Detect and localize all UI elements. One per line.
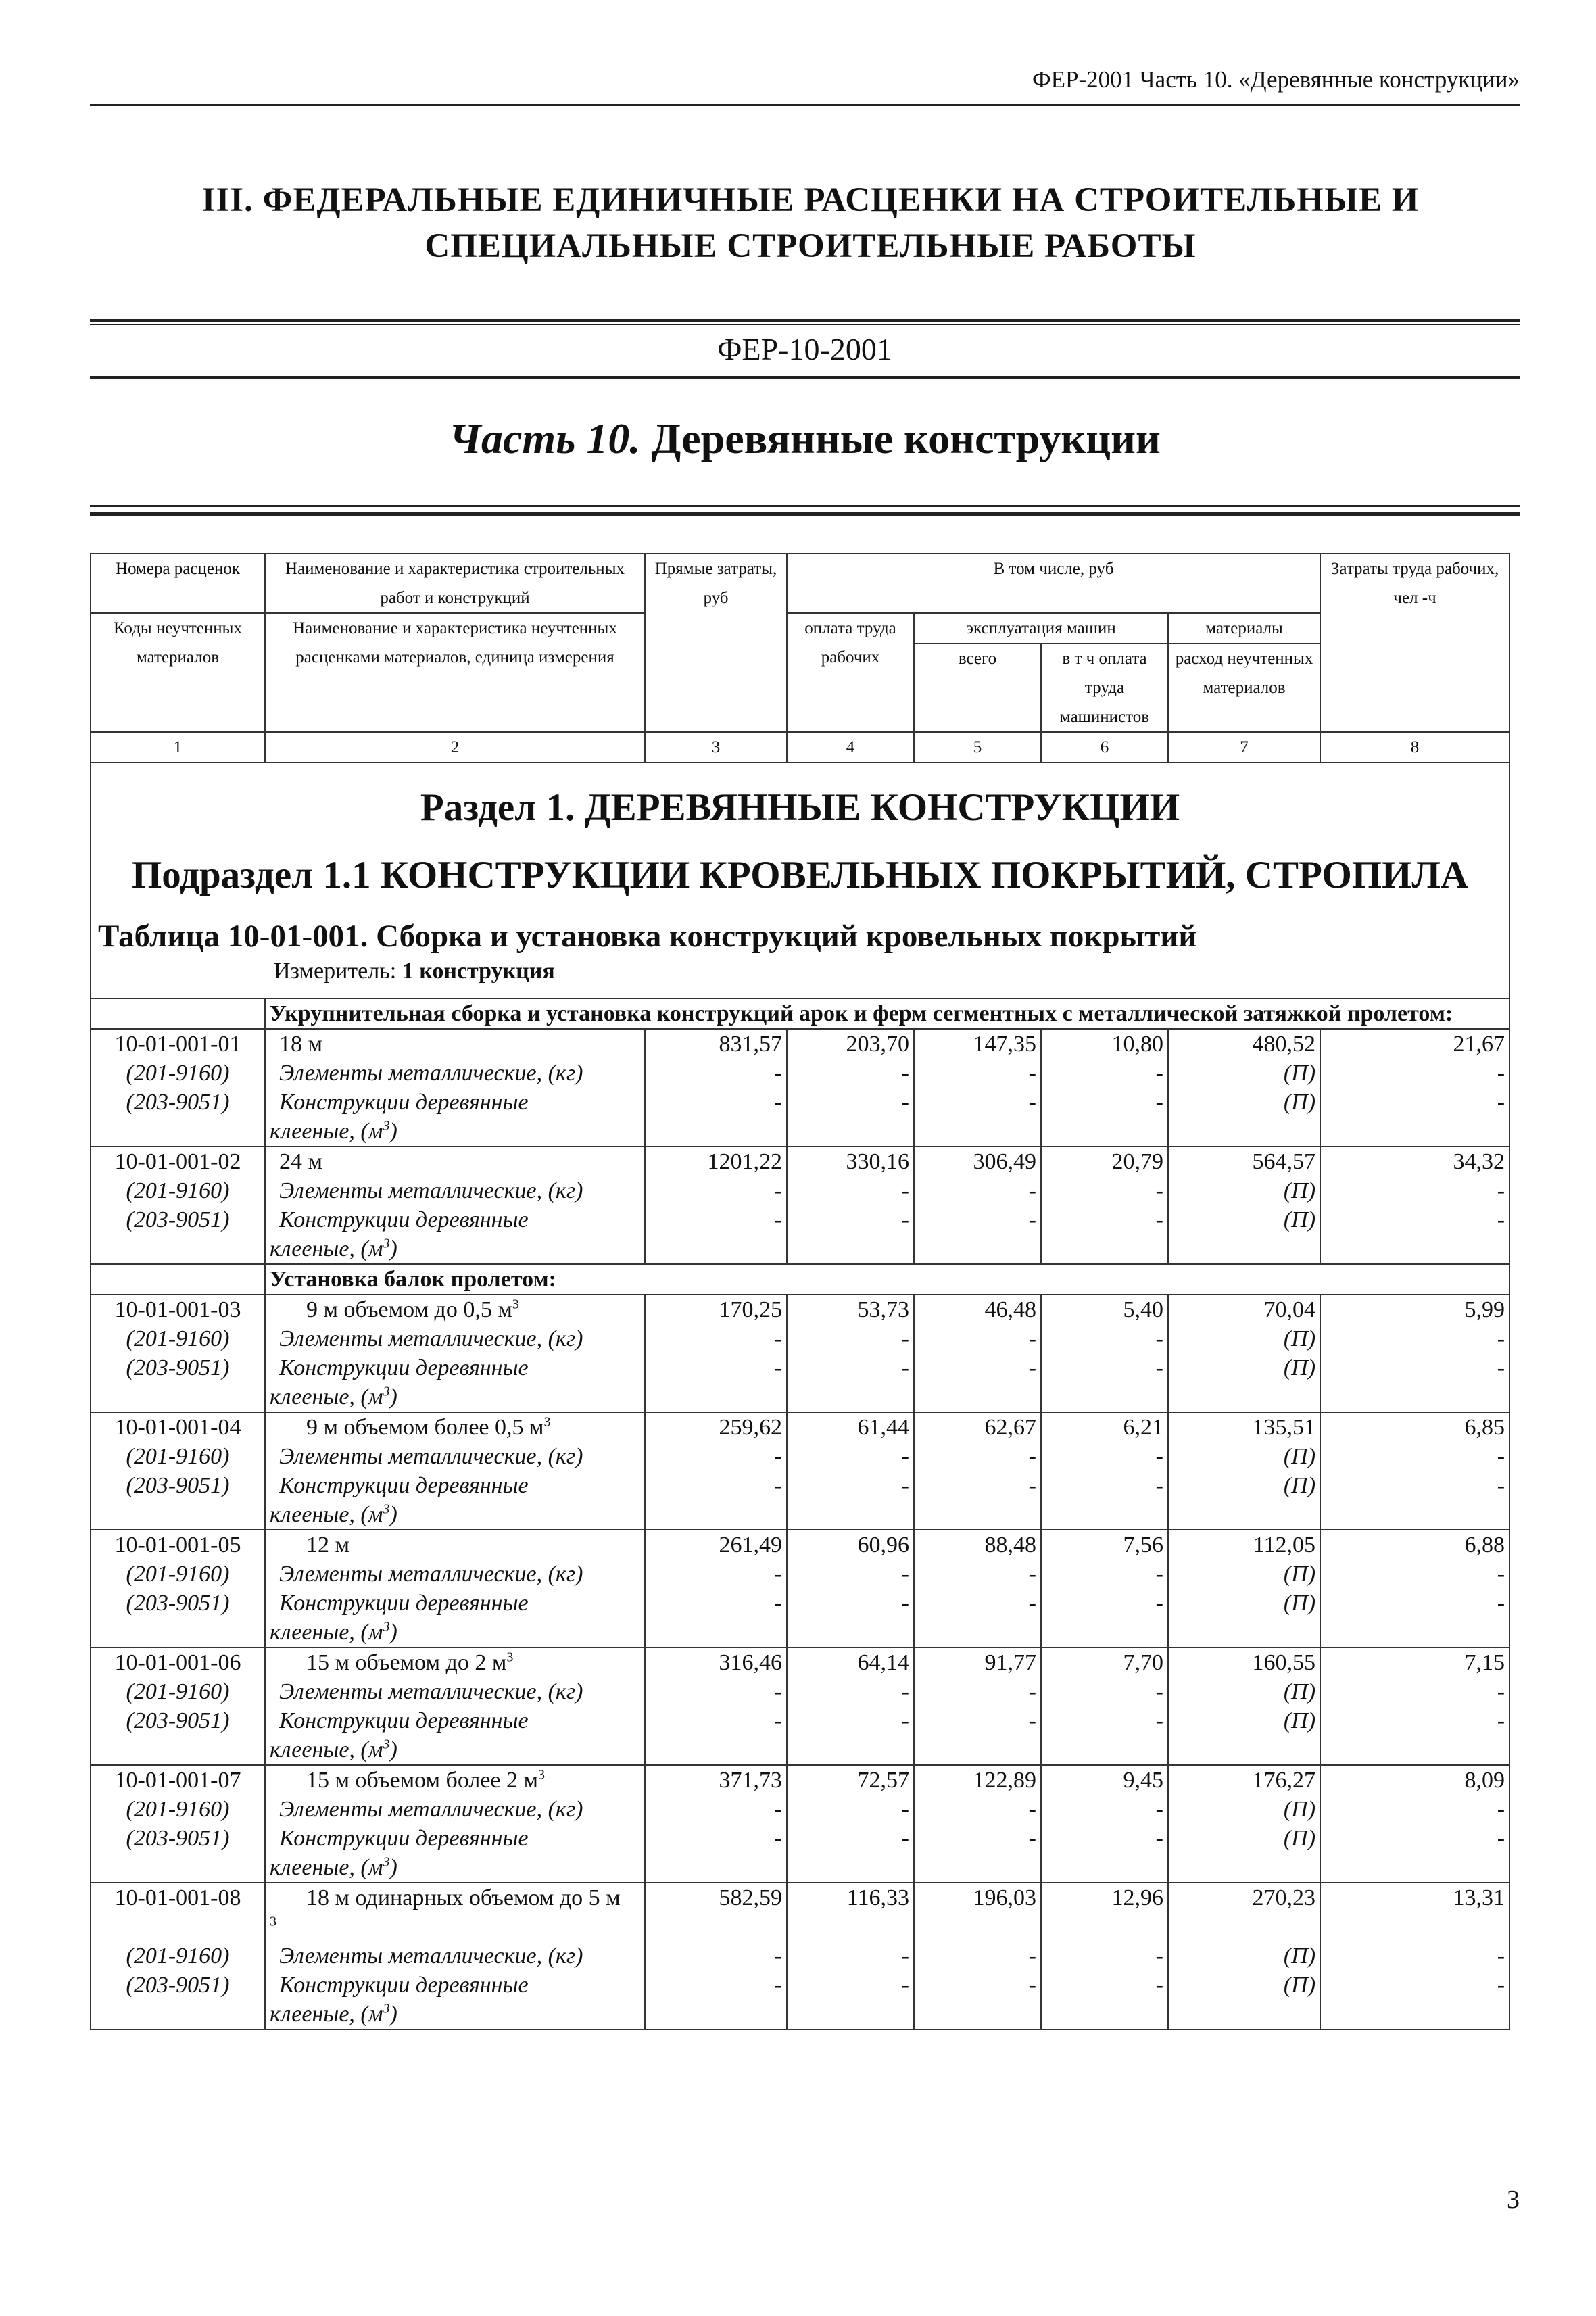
direct-costs: 316,46 - - xyxy=(645,1647,787,1765)
materials: 176,27 (П) (П) xyxy=(1168,1765,1320,1883)
header-direct-costs: Прямые затраты, руб xyxy=(645,554,787,732)
direct-costs: 170,25 - - xyxy=(645,1295,787,1412)
rule xyxy=(90,324,1520,325)
col-number: 3 xyxy=(645,732,787,763)
table-row xyxy=(91,1029,1509,1147)
wages: 53,73 - - xyxy=(787,1295,914,1412)
labor: 6,85 - - xyxy=(1320,1412,1509,1530)
running-header: ФЕР-2001 Часть 10. «Деревянные конструкции» xyxy=(1032,66,1520,93)
measure-value: 1 конструкция xyxy=(402,959,555,984)
labor: 8,09 - - xyxy=(1320,1765,1509,1883)
wages: 116,33 - - xyxy=(787,1883,914,2029)
header-machines: эксплуатация машин xyxy=(914,613,1168,644)
materials: 70,04 (П) (П) xyxy=(1168,1295,1320,1412)
rate-code: 10-01-001-08 (201-9160) (203-9051) xyxy=(91,1883,265,2029)
header-rate-numbers: Номера расценок xyxy=(91,554,265,613)
machines: 46,48 - - xyxy=(914,1295,1041,1412)
machines: 88,48 - - xyxy=(914,1530,1041,1647)
wages: 61,44 - - xyxy=(787,1412,914,1530)
machines: 62,67 - - xyxy=(914,1412,1041,1530)
table-row xyxy=(91,1883,1509,2029)
header-labor: Затраты труда рабочих, чел -ч xyxy=(1320,554,1509,732)
materials: 135,51 (П) (П) xyxy=(1168,1412,1320,1530)
page-number: 3 xyxy=(1507,2186,1520,2214)
machines: 91,77 - - xyxy=(914,1647,1041,1765)
machines-wages: 10,80 - - xyxy=(1041,1029,1168,1147)
section-title: Раздел 1. ДЕРЕВЯННЫЕ КОНСТРУКЦИИ xyxy=(420,786,1180,829)
machines-wages: 20,79 - - xyxy=(1041,1147,1168,1264)
header-in-total: В том числе, руб xyxy=(787,554,1320,613)
machines: 306,49 - - xyxy=(914,1147,1041,1264)
header-wages: оплата труда рабочих xyxy=(787,613,914,732)
col-number: 7 xyxy=(1168,732,1320,763)
header-machines-wages: в т ч оплата труда машинистов xyxy=(1041,644,1168,732)
part-title xyxy=(90,414,1520,464)
labor: 34,32 - - xyxy=(1320,1147,1509,1264)
labor: 21,67 - - xyxy=(1320,1029,1509,1147)
rule xyxy=(90,319,1520,322)
section-block xyxy=(91,763,1509,998)
machines: 147,35 - - xyxy=(914,1029,1041,1147)
direct-costs: 582,59 - - xyxy=(645,1883,787,2029)
col-number: 4 xyxy=(787,732,914,763)
rate-name: 18 м Элементы металлические, (кг) Конструкции деревянные клееные, $(м^3)$ xyxy=(265,1029,645,1147)
document-title xyxy=(101,177,1520,269)
machines-wages: 6,21 - - xyxy=(1041,1412,1168,1530)
rule xyxy=(90,512,1520,516)
wages: 60,96 - - xyxy=(787,1530,914,1647)
part-name: Деревянные конструкции xyxy=(651,414,1161,462)
group-heading: Укрупнительная сборка и установка конструкций арок и ферм сегментных с металлической затяжкой пролетом: xyxy=(265,998,1509,1029)
col-number: 8 xyxy=(1320,732,1509,763)
rate-code: 10-01-001-03 (201-9160) (203-9051) xyxy=(91,1295,265,1412)
direct-costs: 371,73 - - xyxy=(645,1765,787,1883)
header-materials: материалы xyxy=(1168,613,1320,644)
header-work-name: Наименование и характеристика строительных работ и конструкций xyxy=(265,554,645,613)
table-title: Таблица 10-01-001. Сборка и установка конструкций кровельных покрытий xyxy=(98,919,1197,954)
labor: 13,31 - - xyxy=(1320,1883,1509,2029)
rate-name: 15 м объемом до 2 $м^3$ Элементы металлические, (кг) Конструкции деревянные клееные, $(м^3)$ xyxy=(265,1647,645,1765)
col-number: 5 xyxy=(914,732,1041,763)
rate-code: 10-01-001-02 (201-9160) (203-9051) xyxy=(91,1147,265,1264)
rate-name: 24 м Элементы металлические, (кг) Конструкции деревянные клееные, $(м^3)$ xyxy=(265,1147,645,1264)
group-heading: Установка балок пролетом: xyxy=(265,1264,1509,1295)
direct-costs: 831,57 - - xyxy=(645,1029,787,1147)
rule xyxy=(90,505,1520,507)
collection-code: ФЕР-10-2001 xyxy=(717,332,892,366)
header-rule xyxy=(90,104,1520,106)
table-row xyxy=(91,1765,1509,1883)
direct-costs: 261,49 - - xyxy=(645,1530,787,1647)
header-machines-total: всего xyxy=(914,644,1041,732)
measure-label: Измеритель: xyxy=(274,959,397,984)
document-title-line1: III. ФЕДЕРАЛЬНЫЕ ЕДИНИЧНЫЕ РАСЦЕНКИ НА СТРОИТЕЛЬНЫЕ И xyxy=(201,181,1420,219)
table-row xyxy=(91,1412,1509,1530)
measure-unit xyxy=(274,957,1505,986)
rate-name: 18 м одинарных объемом до 5 м $^3$ Элементы металлические, (кг) Конструкции деревянные клееные, $(м^3)$ xyxy=(265,1883,645,2029)
machines-wages: 5,40 - - xyxy=(1041,1295,1168,1412)
materials: 480,52 (П) (П) xyxy=(1168,1029,1320,1147)
rate-code: 10-01-001-01 (201-9160) (203-9051) xyxy=(91,1029,265,1147)
labor: 7,15 - - xyxy=(1320,1647,1509,1765)
labor: 5,99 - - xyxy=(1320,1295,1509,1412)
header-material-name: Наименование и характеристика неучтенных расценками материалов, единица измерения xyxy=(265,613,645,732)
header-material-codes: Коды неучтенных материалов xyxy=(91,613,265,732)
document-title-line2: СПЕЦИАЛЬНЫЕ СТРОИТЕЛЬНЫЕ РАБОТЫ xyxy=(425,227,1196,265)
wages: 72,57 - - xyxy=(787,1765,914,1883)
rule xyxy=(90,376,1520,379)
materials: 160,55 (П) (П) xyxy=(1168,1647,1320,1765)
rate-name: 9 м объемом до 0,5 $м^3$ Элементы металлические, (кг) Конструкции деревянные клееные, $(м^3)$ xyxy=(265,1295,645,1412)
machines-wages: 7,56 - - xyxy=(1041,1530,1168,1647)
rate-code: 10-01-001-07 (201-9160) (203-9051) xyxy=(91,1765,265,1883)
rate-name: 15 м объемом более 2 $м^3$ Элементы металлические, (кг) Конструкции деревянные клееные, $(м^3)$ xyxy=(265,1765,645,1883)
rate-name: 9 м объемом более 0,5 $м^3$ Элементы металлические, (кг) Конструкции деревянные клееные, $(м^3)$ xyxy=(265,1412,645,1530)
table-row xyxy=(91,1647,1509,1765)
table-row xyxy=(91,1147,1509,1264)
machines: 122,89 - - xyxy=(914,1765,1041,1883)
rate-name: 12 м Элементы металлические, (кг) Конструкции деревянные клееные, $(м^3)$ xyxy=(265,1530,645,1647)
direct-costs: 1201,22 - - xyxy=(645,1147,787,1264)
col-number: 6 xyxy=(1041,732,1168,763)
materials: 270,23 (П) (П) xyxy=(1168,1883,1320,2029)
machines: 196,03 - - xyxy=(914,1883,1041,2029)
wages: 64,14 - - xyxy=(787,1647,914,1765)
table-row xyxy=(91,1295,1509,1412)
col-number: 2 xyxy=(265,732,645,763)
wages: 203,70 - - xyxy=(787,1029,914,1147)
materials: 112,05 (П) (П) xyxy=(1168,1530,1320,1647)
machines-wages: 7,70 - - xyxy=(1041,1647,1168,1765)
direct-costs: 259,62 - - xyxy=(645,1412,787,1530)
col-number: 1 xyxy=(91,732,265,763)
wages: 330,16 - - xyxy=(787,1147,914,1264)
labor: 6,88 - - xyxy=(1320,1530,1509,1647)
rate-code: 10-01-001-05 (201-9160) (203-9051) xyxy=(91,1530,265,1647)
subsection-title: Подраздел 1.1 КОНСТРУКЦИИ КРОВЕЛЬНЫХ ПОКРЫТИЙ, СТРОПИЛА xyxy=(131,854,1469,896)
rate-code: 10-01-001-04 (201-9160) (203-9051) xyxy=(91,1412,265,1530)
machines-wages: 9,45 - - xyxy=(1041,1765,1168,1883)
materials: 564,57 (П) (П) xyxy=(1168,1147,1320,1264)
table-row xyxy=(91,1530,1509,1647)
rate-code: 10-01-001-06 (201-9160) (203-9051) xyxy=(91,1647,265,1765)
machines-wages: 12,96 - - xyxy=(1041,1883,1168,2029)
header-materials-consumption: расход неучтенных материалов xyxy=(1168,644,1320,732)
part-label: Часть 10. xyxy=(449,414,641,462)
rates-table xyxy=(90,553,1510,2030)
